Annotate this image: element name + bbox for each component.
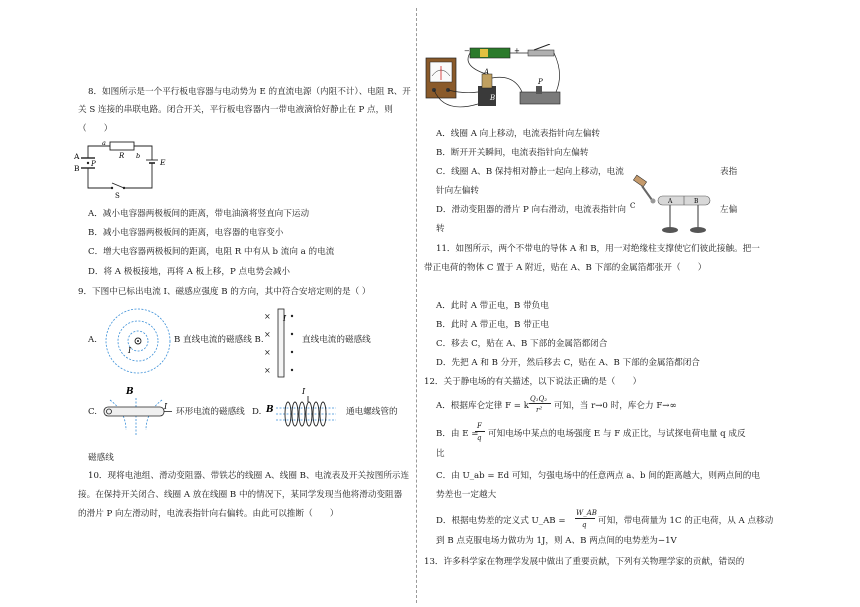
q10-fig-B: B xyxy=(490,94,496,102)
q10-apparatus-figure xyxy=(424,44,564,118)
q9-a-label: A. xyxy=(88,335,97,345)
q11-option-d: D．先把 A 和 B 分开，然后移去 C，贴在 A、B 下部的金属箔都闭合 xyxy=(436,358,700,368)
q10-option-c-line1: C．线圈 A、B 保持相对静止一起向上移动，电流 xyxy=(436,167,624,177)
q11-option-b: B．此时 A 带正电，B 带正电 xyxy=(436,320,549,330)
q9-stem: 9．下图中已标出电流 I、磁感应强度 B 的方向，其中符合安培定则的是（ ） xyxy=(78,287,371,297)
q9-c-text: 环形电流的磁感线 xyxy=(176,407,245,417)
q12-b-frac-num: F xyxy=(477,422,482,430)
q12-stem: 12．关于静电场的有关描述，以下说法正确的是（ ） xyxy=(424,377,642,387)
q12-d-post: 可知，带电荷量为 1C 的正电荷，从 A 点移动 xyxy=(598,516,774,526)
q10-option-d-line1: D．滑动变阻器的滑片 P 向右滑动，电流表指针向 xyxy=(436,205,627,215)
q10-fig-P: P xyxy=(538,78,543,86)
q9-c-I: I xyxy=(164,402,168,411)
q9-d-figure xyxy=(262,382,342,442)
q9-a-I: I xyxy=(128,346,132,355)
q12-a-frac-den: r² xyxy=(536,406,543,414)
q12-a-frac-num: Q₁Q₂ xyxy=(530,395,548,403)
q10-stem-line2: 接。在保持开关闭合、线圈 A 放在线圈 B 中的情况下，某同学发现当他将滑动变阻器 xyxy=(78,490,403,500)
q12-d-line2: 到 B 点克服电场力做功为 1J，则 A、B 两点间的电势差为−1V xyxy=(436,536,677,546)
q9-d-I: I xyxy=(302,387,306,396)
q9-b-figure xyxy=(262,305,300,381)
q11-fig-C: C xyxy=(630,202,636,210)
svg-text:×: × xyxy=(264,366,271,375)
q8-fig-label-P: P xyxy=(91,160,96,168)
q11-fig-A: A xyxy=(668,198,673,205)
q10-fig-A: A xyxy=(484,68,490,76)
q10-stem-line3: 的滑片 P 向左滑动时，电流表指针向右偏转。由此可以推断（ ） xyxy=(78,509,339,519)
q12-b-line2: 比 xyxy=(436,449,445,459)
q8-fig-label-R: R xyxy=(119,152,125,160)
q10-fig-minus: − xyxy=(464,47,470,55)
q12-b-pre: B．由 E = xyxy=(436,429,479,439)
q11-option-c: C．移去 C，贴在 A、B 下部的金属箔都闭合 xyxy=(436,339,608,349)
q8-circuit-figure xyxy=(72,138,172,200)
q13-stem: 13．许多科学家在物理学发展中做出了重要贡献，下列有关物理学家的贡献，错误的 xyxy=(424,557,745,567)
q10-option-c-line2: 针向左偏转 xyxy=(436,186,479,196)
q10-option-d-tail: 左偏 xyxy=(720,205,738,215)
svg-text:×: × xyxy=(264,348,271,357)
q8-fig-label-b: b xyxy=(136,152,141,160)
q10-fig-plus: + xyxy=(514,47,520,55)
q10-option-d-line2: 转 xyxy=(436,224,445,234)
q11-option-a: A．此时 A 带正电，B 带负电 xyxy=(436,301,549,311)
q11-stem-line1: 11．如图所示，两个不带电的导体 A 和 B，用一对绝缘柱支撑使它们彼此接触。把一 xyxy=(436,244,760,254)
q8-fig-label-E: E xyxy=(160,158,166,167)
q10-stem-line1: 10．现将电池组、滑动变阻器、带铁芯的线圈 A、线圈 B、电流表及开关按图所示连 xyxy=(88,471,410,481)
q8-stem-line1: 8．如图所示是一个平行板电容器与电动势为 E 的直流电源（内阻不计）、电阻 R、开 xyxy=(88,87,411,97)
q9-d-text: 通电螺线管的 xyxy=(346,407,398,417)
q12-d-frac-den: q xyxy=(582,521,587,529)
q10-option-a: A．线圈 A 向上移动，电流表指针向左偏转 xyxy=(436,129,600,139)
q8-option-d: D．将 A 极板接地，再将 A 板上移，P 点电势会减小 xyxy=(88,267,291,277)
q9-d-label: D. xyxy=(252,407,262,417)
q12-b-frac-den: q xyxy=(477,434,482,442)
q12-d-pre: D．根据电势差的定义式 U_AB = xyxy=(436,516,566,526)
q12-a-pre: A．根据库仑定律 F = k xyxy=(436,401,529,411)
svg-text:×: × xyxy=(264,330,271,339)
q11-stem-line2: 带正电荷的物体 C 置于 A 附近，贴在 A、B 下部的金属箔都张开（ ） xyxy=(424,263,707,273)
q8-paren: （ ） xyxy=(78,124,113,134)
q8-option-c: C．增大电容器两极板间的距离，电阻 R 中有从 b 流向 a 的电流 xyxy=(88,247,335,257)
q9-c-label: C. xyxy=(88,407,98,417)
q9-c-figure xyxy=(96,382,176,442)
q8-stem-line2: 关 S 连接的串联电路。闭合开关，平行板电容器内一带电液滴恰好静止在 P 点，则 xyxy=(78,105,393,115)
q9-a-text: B 直线电流的磁感线 B. xyxy=(174,335,264,345)
q12-c-line1: C．由 U_ab = Ed 可知，匀强电场中的任意两点 a、b 间的距离越大，则两点间的电 xyxy=(436,471,760,481)
q9-a-figure xyxy=(100,303,176,379)
q9-b-text: 直线电流的磁感线 xyxy=(302,335,371,345)
q11-conductors-figure xyxy=(626,170,718,242)
q12-d-frac-num: W_AB xyxy=(576,509,597,517)
column-divider xyxy=(416,8,417,603)
q9-d-B: B xyxy=(266,405,274,415)
q9-b-I: I xyxy=(283,314,287,323)
q8-fig-label-B: B xyxy=(74,164,80,173)
q8-fig-label-A: A xyxy=(74,152,80,161)
q8-option-b: B．减小电容器两极板间的距离，电容器的电容变小 xyxy=(88,228,284,238)
q10-option-b: B．断开开关瞬间，电流表指针向左偏转 xyxy=(436,148,589,158)
q8-option-a: A．减小电容器两极板间的距离，带电油滴将竖直向下运动 xyxy=(88,209,310,219)
q12-b-post: 可知电场中某点的电场强度 E 与 F 成正比，与试探电荷电量 q 成反 xyxy=(488,429,746,439)
q10-option-c-tail: 表指 xyxy=(720,167,738,177)
q8-fig-label-a: a xyxy=(102,139,106,147)
q8-fig-label-S: S xyxy=(115,192,120,200)
q12-a-post: 可知，当 r→0 时，库仑力 F→∞ xyxy=(554,401,677,411)
q11-fig-B: B xyxy=(694,198,699,205)
svg-text:×: × xyxy=(264,312,271,321)
q12-c-line2: 势差也一定越大 xyxy=(436,490,497,500)
q9-c-B: B xyxy=(126,387,134,397)
q9-d-text2: 磁感线 xyxy=(88,453,114,463)
